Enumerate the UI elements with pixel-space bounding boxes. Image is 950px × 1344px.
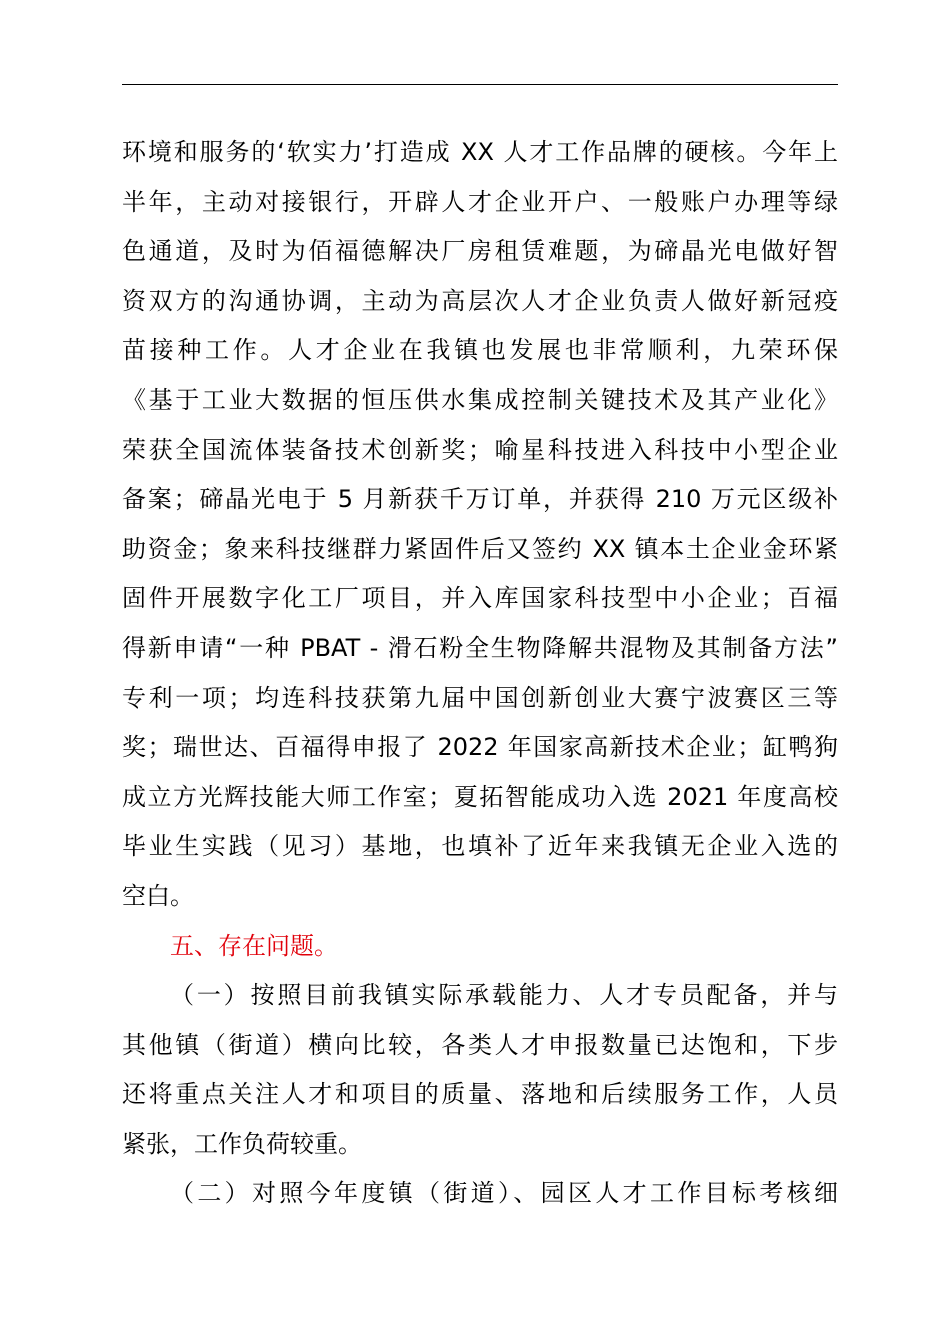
paragraph-line: 固件开展数字化工厂项目，并入库国家科技型中小企业；百福 <box>122 584 838 613</box>
issue-two-line: （二）对照今年度镇（街道）、园区人才工作目标考核细 <box>170 1179 838 1208</box>
paragraph-line: 专利一项；均连科技获第九届中国创新创业大赛宁波赛区三等 <box>122 683 838 712</box>
paragraph-line: 《基于工业大数据的恒压供水集成控制关键技术及其产业化》 <box>122 385 838 414</box>
section-heading: 五、存在问题。 <box>170 931 338 960</box>
paragraph-line: 助资金；象来科技继群力紧固件后又签约 XX 镇本土企业金环紧 <box>122 534 838 563</box>
issue-one-line: 还将重点关注人才和项目的质量、落地和后续服务工作，人员 <box>122 1080 838 1109</box>
paragraph-line: 空白。 <box>122 881 194 910</box>
issue-one-line: 其他镇（街道）横向比较，各类人才申报数量已达饱和，下步 <box>122 1030 838 1059</box>
body-paragraph <box>122 128 838 1219</box>
issue-one-line: 紧张，工作负荷较重。 <box>122 1129 362 1158</box>
paragraph-line: 环境和服务的‘软实力’打造成 XX 人才工作品牌的硬核。今年上 <box>122 138 838 166</box>
issue-one-line: （一）按照目前我镇实际承载能力、人才专员配备，并与 <box>170 981 838 1010</box>
paragraph-line: 色通道，及时为佰福德解决厂房租赁难题，为碲晶光电做好智 <box>122 237 838 266</box>
paragraph-line: 成立方光辉技能大师工作室；夏拓智能成功入选 2021 年度高校 <box>122 782 838 811</box>
paragraph-line: 荣获全国流体装备技术创新奖；喻星科技进入科技中小型企业 <box>122 435 838 464</box>
paragraph-line: 资双方的沟通协调，主动为高层次人才企业负责人做好新冠疫 <box>122 286 838 315</box>
paragraph-line: 苗接种工作。人才企业在我镇也发展也非常顺利，九荣环保 <box>122 336 838 365</box>
paragraph-line: 备案；碲晶光电于 5 月新获千万订单，并获得 210 万元区级补 <box>122 485 838 514</box>
paragraph-line: 得新申请“一种 PBAT - 滑石粉全生物降解共混物及其制备方法” <box>122 633 838 662</box>
paragraph-line: 毕业生实践（见习）基地，也填补了近年来我镇无企业入选的 <box>122 832 838 861</box>
header-rule <box>122 84 838 85</box>
paragraph-line: 奖；瑞世达、百福得申报了 2022 年国家高新技术企业；缸鸭狗 <box>122 733 838 762</box>
paragraph-line: 半年，主动对接银行，开辟人才企业开户、一般账户办理等绿 <box>122 187 838 216</box>
